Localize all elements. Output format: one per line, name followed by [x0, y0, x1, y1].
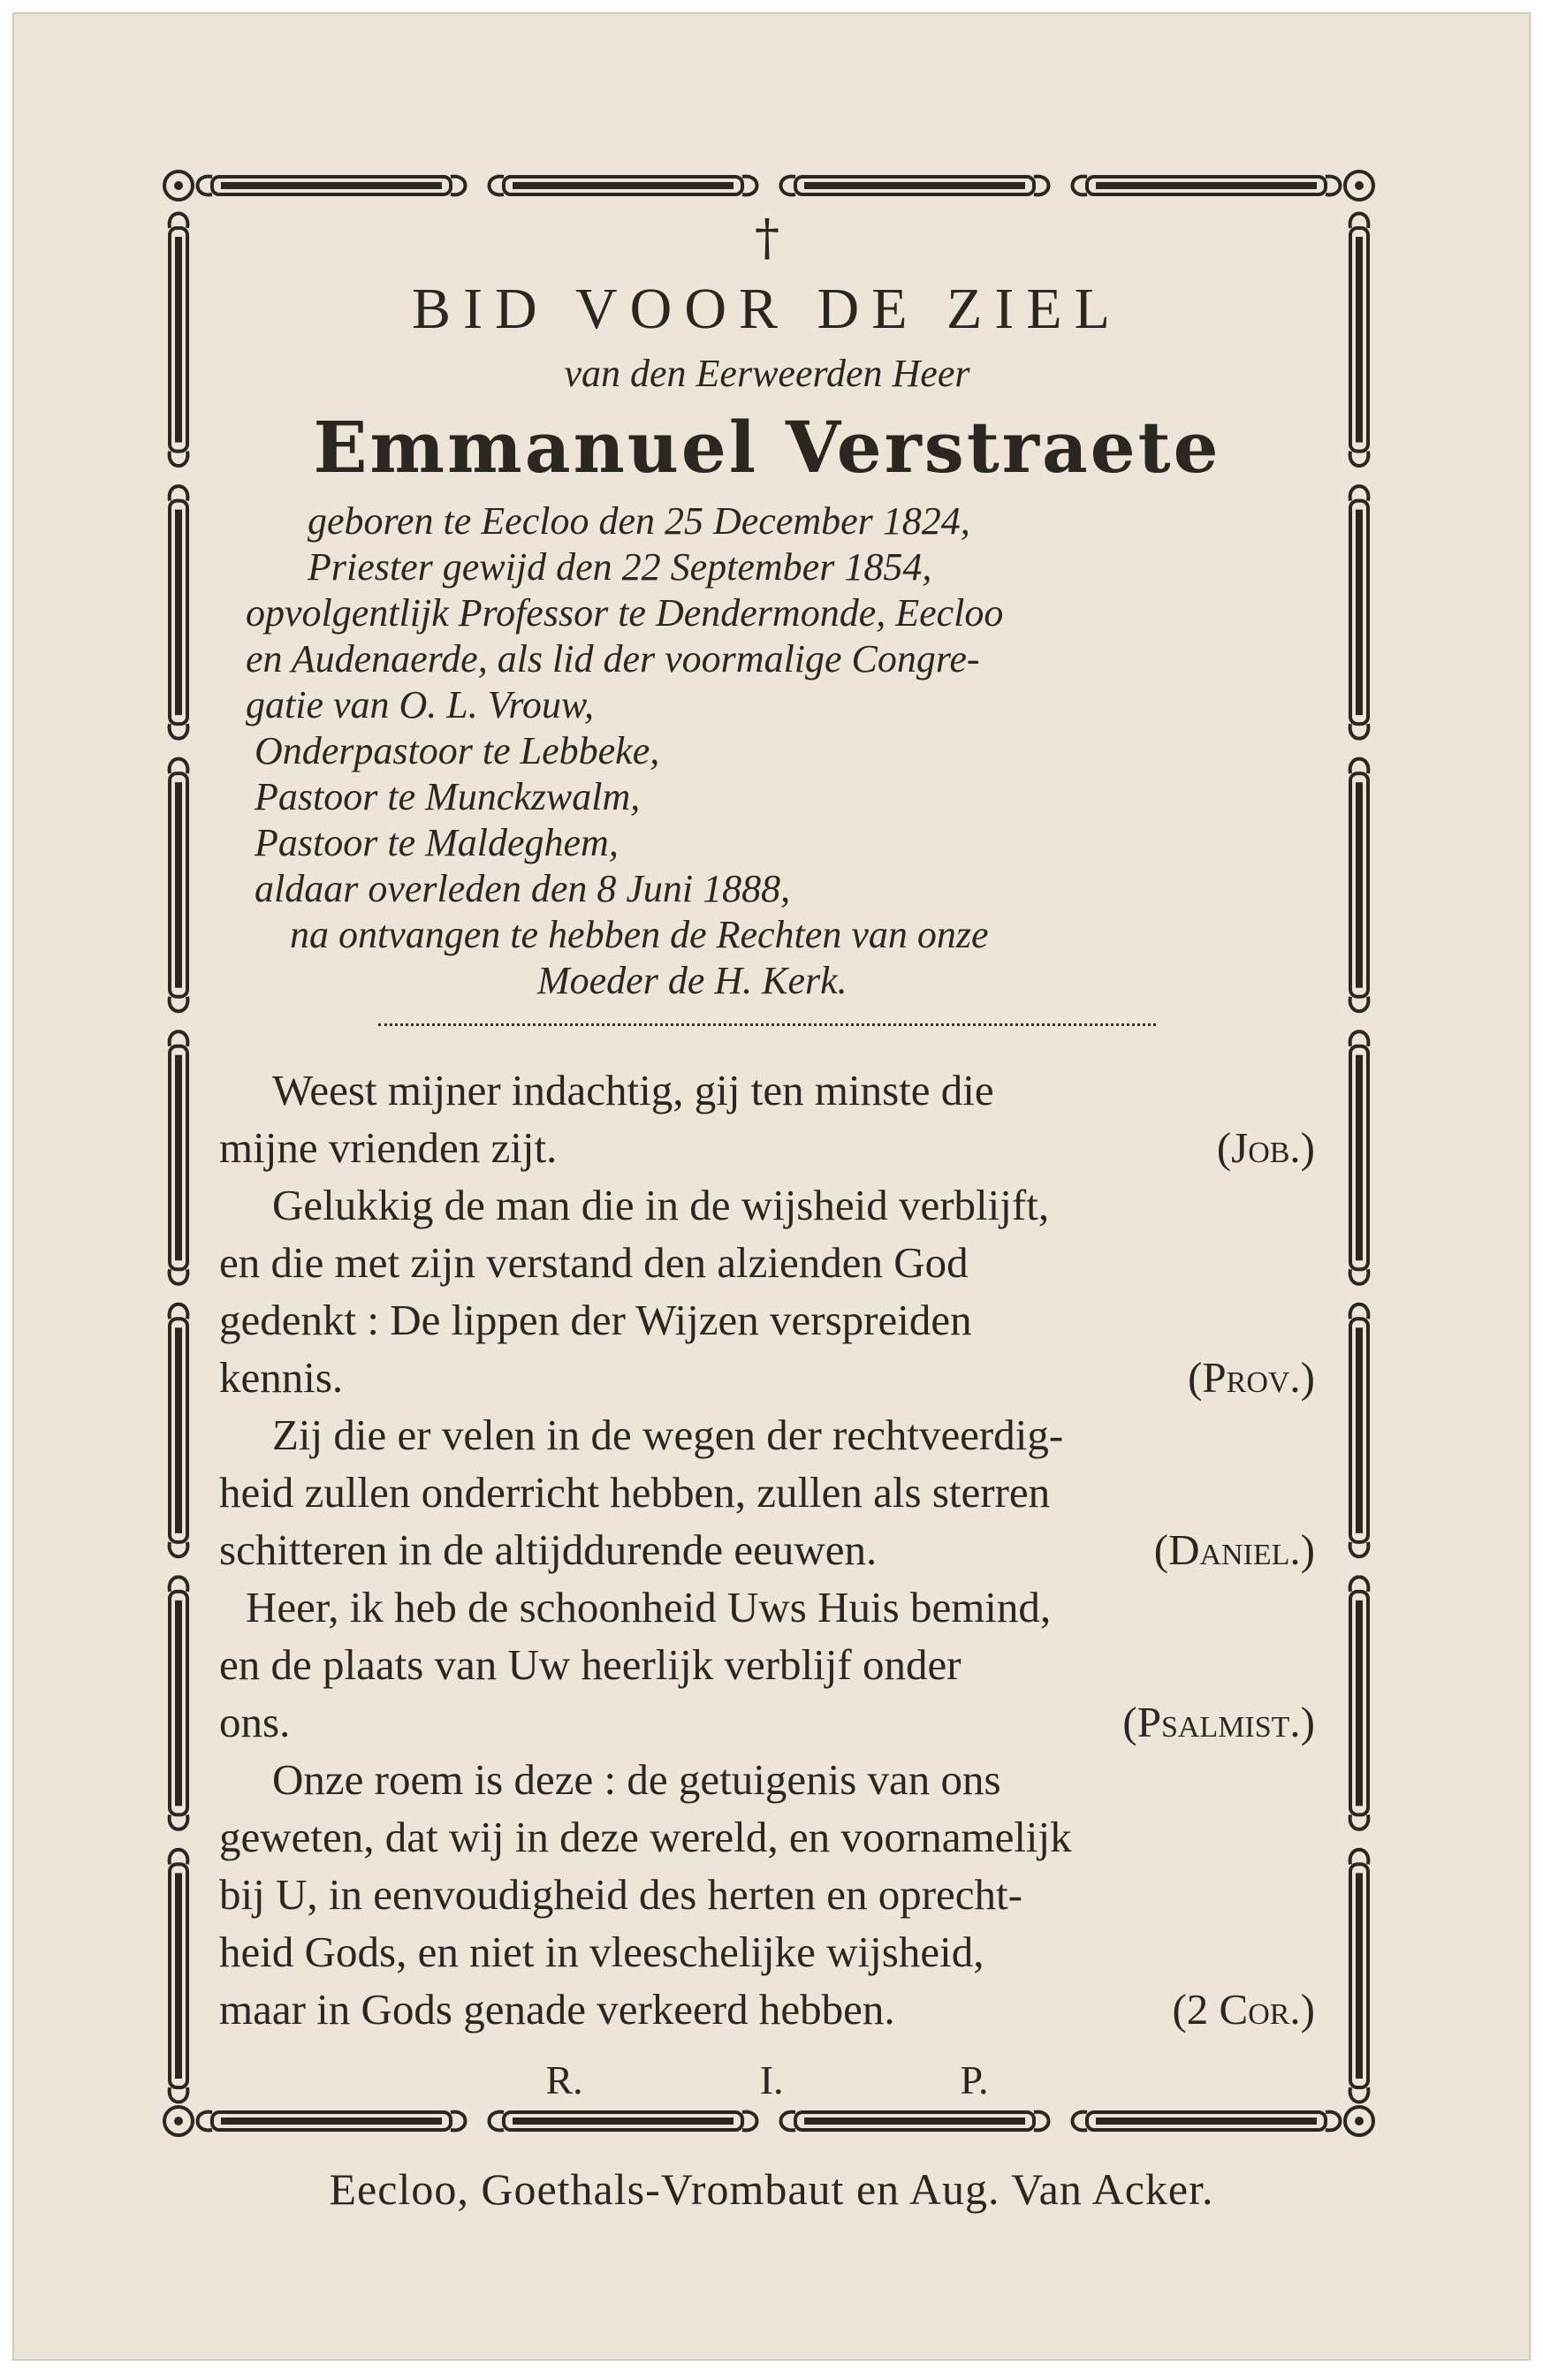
- border-ornament: [175, 1601, 182, 1806]
- border-ornament: [175, 1327, 182, 1533]
- border-ornament: [781, 177, 796, 195]
- border-ornament: [1350, 759, 1369, 774]
- verse-cor: [219, 1751, 1315, 2038]
- verse-line: Onze roem is deze : de getuigenis van ons: [272, 1755, 1001, 1804]
- border-ornament: [1350, 1031, 1369, 1046]
- verse-line: heid Gods, en niet in vleeschelijke wijsheid,: [219, 1928, 984, 1976]
- border-ornament: [1350, 724, 1369, 739]
- bio-line: Moeder de H. Kerk.: [537, 959, 848, 1002]
- border-ornament: [170, 759, 188, 774]
- border-ornament: [1350, 1304, 1369, 1319]
- verse-line-text: maar in Gods genade verkeerd hebben.: [219, 1985, 895, 2034]
- verse-job: [219, 1061, 1315, 1176]
- border-ornament: [1356, 782, 1363, 988]
- border-ornament: [170, 997, 188, 1012]
- card-content: [219, 209, 1315, 2107]
- verse-line-last: [219, 1693, 1315, 1751]
- rip-letter: I.: [759, 2057, 784, 2102]
- border-ornament: [451, 2112, 466, 2131]
- verse-psalmist: [219, 1578, 1315, 1751]
- border-ornament: [1034, 177, 1049, 195]
- border-ornament: [490, 2112, 505, 2131]
- border-ornament: [1350, 1542, 1369, 1557]
- border-ornament: [1034, 2112, 1049, 2131]
- border-ornament: [513, 2118, 733, 2125]
- border-ornament: [170, 724, 188, 739]
- border-ornament: [742, 2112, 757, 2131]
- verse-daniel: [219, 1406, 1315, 1578]
- verse-source: (Psalmist.): [1122, 1698, 1315, 1746]
- border-ornament: [175, 510, 182, 716]
- bio-line: Onderpastoor te Lebbeke,: [255, 729, 660, 772]
- border-ornament: [1350, 2087, 1369, 2102]
- border-ornament: [1326, 177, 1341, 195]
- verse-line: en die met zijn verstand den alzienden God: [219, 1238, 969, 1287]
- verse-line: gedenkt : De lippen der Wijzen verspreiden: [219, 1296, 972, 1344]
- scripture-verses: [219, 1061, 1315, 2038]
- dotted-divider: [378, 1023, 1156, 1026]
- border-ornament: [1350, 214, 1369, 229]
- border-ornament: [1096, 2118, 1317, 2125]
- border-ornament: [742, 177, 757, 195]
- verse-line: Heer, ik heb de schoonheid Uws Huis bemind,: [246, 1583, 1052, 1631]
- verse-line: bij U, in eenvoudigheid des herten en oprecht-: [219, 1870, 1022, 1919]
- border-ornament: [1350, 997, 1369, 1012]
- deceased-name: Emmanuel Verstraete: [313, 406, 1221, 489]
- bio-line: Priester gewijd den 22 September 1854,: [308, 545, 932, 589]
- border-ornament: [198, 177, 213, 195]
- border-ornament: [175, 1055, 182, 1261]
- printer-imprint: Eecloo, Goethals-Vrombaut en Aug. Van Acker.: [329, 2164, 1214, 2214]
- verse-line-last: [219, 1349, 1315, 1406]
- border-ornament: [1356, 510, 1363, 716]
- verse-line: Gelukkig de man die in de wijsheid verblijft,: [272, 1181, 1050, 1229]
- border-ornament: [170, 1577, 188, 1592]
- bio-line: gatie van O. L. Vrouw,: [246, 683, 594, 726]
- bio-line: aldaar overleden den 8 Juni 1888,: [255, 867, 791, 910]
- verse-line-text: mijne vrienden zijt.: [219, 1123, 558, 1172]
- border-ornament: [1350, 1850, 1369, 1865]
- border-ornament: [804, 2118, 1025, 2125]
- verse-prov: [219, 1176, 1315, 1406]
- verse-line-text: schitteren in de altijddurende eeuwen.: [219, 1525, 878, 1574]
- verse-line-last: [219, 1521, 1315, 1578]
- biography: [219, 498, 1315, 1004]
- verse-source: (Daniel.): [1153, 1525, 1315, 1574]
- bio-line: Pastoor te Maldeghem,: [255, 821, 619, 864]
- border-ornament: [170, 214, 188, 229]
- bio-line: geboren te Eecloo den 25 December 1824,: [308, 499, 970, 543]
- border-ornament: [804, 182, 1025, 189]
- border-ornament: [221, 182, 442, 189]
- rip-initials: [219, 2054, 1315, 2107]
- verse-line-text: kennis.: [219, 1353, 344, 1402]
- verse-line-text: ons.: [219, 1698, 291, 1746]
- verse-line: Weest mijner indachtig, gij ten minste die: [272, 1066, 994, 1114]
- border-ornament: [1073, 2112, 1088, 2131]
- bio-line: na ontvangen te hebben de Rechten van onze: [290, 913, 989, 956]
- border-ornament: [170, 1269, 188, 1284]
- border-ornament: [170, 1850, 188, 1865]
- border-ornament: [1356, 1873, 1363, 2079]
- border-ornament: [175, 1873, 182, 2079]
- border-ornament: [1073, 177, 1088, 195]
- verse-line-last: [219, 1119, 1315, 1176]
- border-ornament: [1356, 1327, 1363, 1533]
- border-ornament: [451, 177, 466, 195]
- border-ornament: [198, 2112, 213, 2131]
- verse-line: en de plaats van Uw heerlijk verblijf onder: [219, 1640, 962, 1689]
- verse-line: geweten, dat wij in deze wereld, en voornamelijk: [219, 1813, 1072, 1861]
- card-subtitle: van den Eerweerden Heer: [564, 352, 970, 395]
- border-ornament: [170, 1542, 188, 1557]
- bio-line: opvolgentlijk Professor te Dendermonde, Eecloo: [246, 591, 1004, 635]
- bio-line: Pastoor te Munckzwalm,: [255, 775, 641, 818]
- border-ornament: [1356, 1055, 1363, 1261]
- border-ornament: [175, 782, 182, 988]
- verse-line: heid zullen onderricht hebben, zullen als sterren: [219, 1468, 1051, 1517]
- border-ornament: [174, 181, 183, 190]
- border-ornament: [513, 182, 733, 189]
- border-ornament: [170, 1031, 188, 1046]
- border-ornament: [174, 2117, 183, 2125]
- border-ornament: [221, 2118, 442, 2125]
- cross-icon: †: [755, 209, 779, 267]
- border-ornament: [1350, 1577, 1369, 1592]
- border-ornament: [1350, 1269, 1369, 1284]
- card-title: BID VOOR DE ZIEL: [412, 277, 1122, 341]
- verse-source: (Job.): [1216, 1123, 1315, 1172]
- verse-source: (2 Cor.): [1172, 1985, 1315, 2034]
- border-ornament: [1356, 1601, 1363, 1806]
- border-ornament: [170, 2087, 188, 2102]
- verse-source: (Prov.): [1188, 1353, 1315, 1402]
- rip-letter: P.: [960, 2057, 989, 2102]
- verse-line-last: [219, 1981, 1315, 2038]
- border-ornament: [490, 177, 505, 195]
- border-ornament: [1355, 181, 1364, 190]
- verse-line: Zij die er velen in de wegen der rechtveerdig-: [272, 1411, 1064, 1459]
- border-ornament: [1326, 2112, 1341, 2131]
- border-ornament: [781, 2112, 796, 2131]
- border-ornament: [170, 1304, 188, 1319]
- border-ornament: [1350, 1814, 1369, 1829]
- border-ornament: [170, 1814, 188, 1829]
- border-ornament: [1355, 2117, 1364, 2125]
- border-ornament: [1096, 182, 1317, 189]
- rip-letter: R.: [545, 2057, 583, 2102]
- bio-line: en Audenaerde, als lid der voormalige Congre-: [246, 637, 980, 681]
